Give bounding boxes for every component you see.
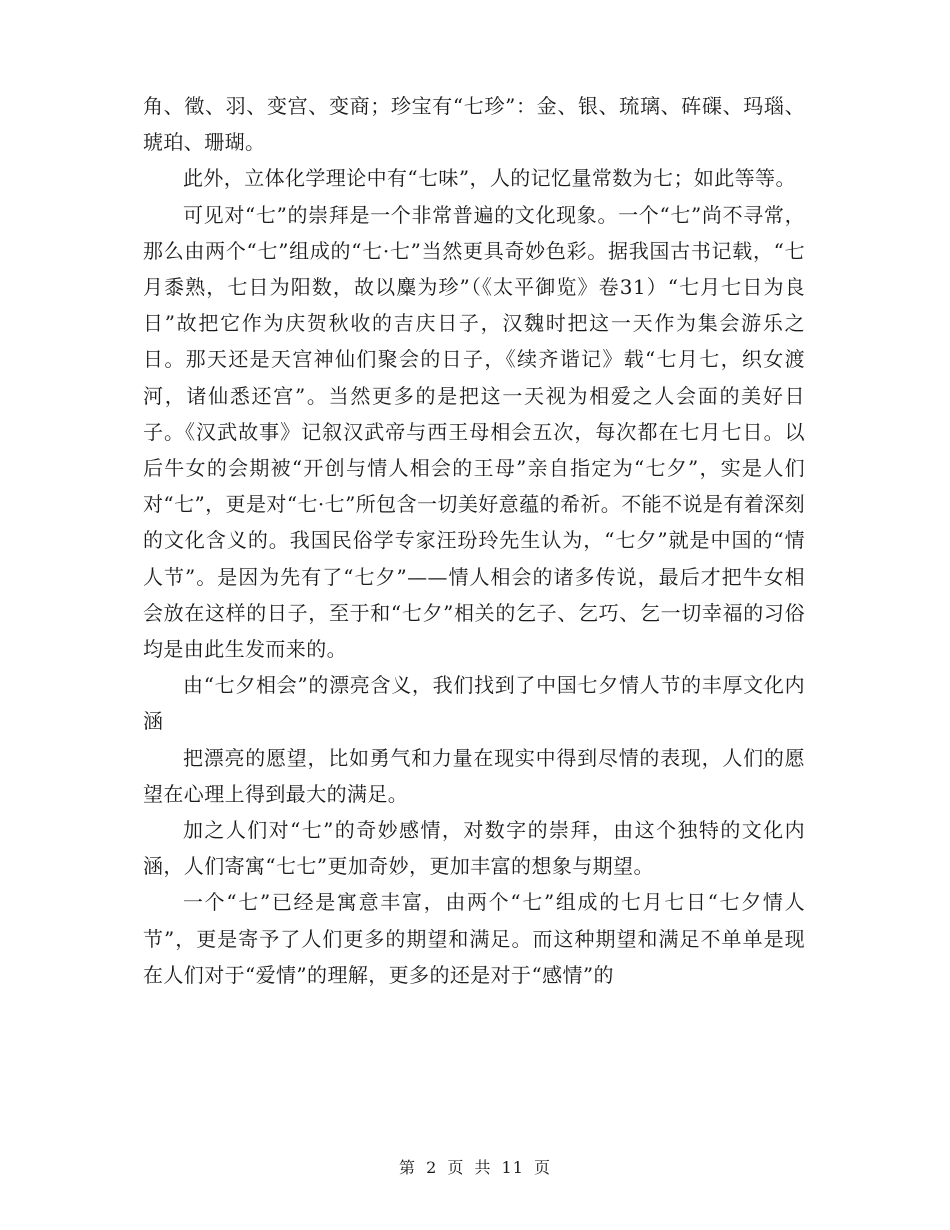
paragraph-3: 可见对“七”的崇拜是一个非常普遍的文化现象。一个“七”尚不寻常，那么由两个“七”组成的“七·七”当然更具奇妙色彩。据我国古书记载，“七月黍熟，七日为阳数，故以麋为珍”（《太平御览》卷31）“七月七日为良日”故把它作为庆贺秋收的吉庆日子，汉魏时把这一天作为集会游乐之日。那天还是天宫神仙们聚会的日子，《续齐谐记》载“七月七，织女渡河，诸仙悉还宫”。当然更多的是把这一天视为相爱之人会面的美好日子。《汉武故事》记叙汉武帝与西王母相会五次，每次都在七月七日。以后牛女的会期被“开创与情人相会的王母”亲自指定为“七夕”，实是人们对“七”，更是对“七·七”所包含一切美好意蕴的希祈。不能不说是有着深刻的文化含义的。我国民俗学专家汪玢玲先生认为，“七夕”就是中国的“情人节”。是因为先有了“七夕”——情人相会的诸多传说，最后才把牛女相会放在这样的日子，至于和“七夕”相关的乞子、乞巧、乞一切幸福的习俗均是由此生发而来的。: [143, 202, 805, 662]
document-body: [143, 88, 805, 993]
paragraph-2: 此外，立体化学理论中有“七味”，人的记忆量常数为七；如此等等。: [183, 166, 796, 191]
paragraph-6: 加之人们对“七”的奇妙感情，对数字的崇拜，由这个独特的文化内涵，人们寄寓“七七”更加奇妙，更加丰富的想象与期望。: [143, 818, 805, 879]
paragraph-4: 由“七夕相会”的漂亮含义，我们找到了中国七夕情人节的丰厚文化内涵: [143, 673, 805, 734]
paragraph-5: 把漂亮的愿望，比如勇气和力量在现实中得到尽情的表现，人们的愿望在心理上得到最大的满足。: [143, 745, 805, 806]
paragraph-7: 一个“七”已经是寓意丰富，由两个“七”组成的七月七日“七夕情人节”，更是寄予了人们更多的期望和满足。而这种期望和满足不单单是现在人们对于“爱情”的理解，更多的还是对于“感情”的: [143, 890, 805, 987]
paragraph-1: 角、徵、羽、变宫、变商；珍宝有“七珍”：金、银、琉璃、砗磲、玛瑙、琥珀、珊瑚。: [143, 94, 805, 155]
page-footer: 第 2 页 共 11 页: [399, 1158, 551, 1177]
